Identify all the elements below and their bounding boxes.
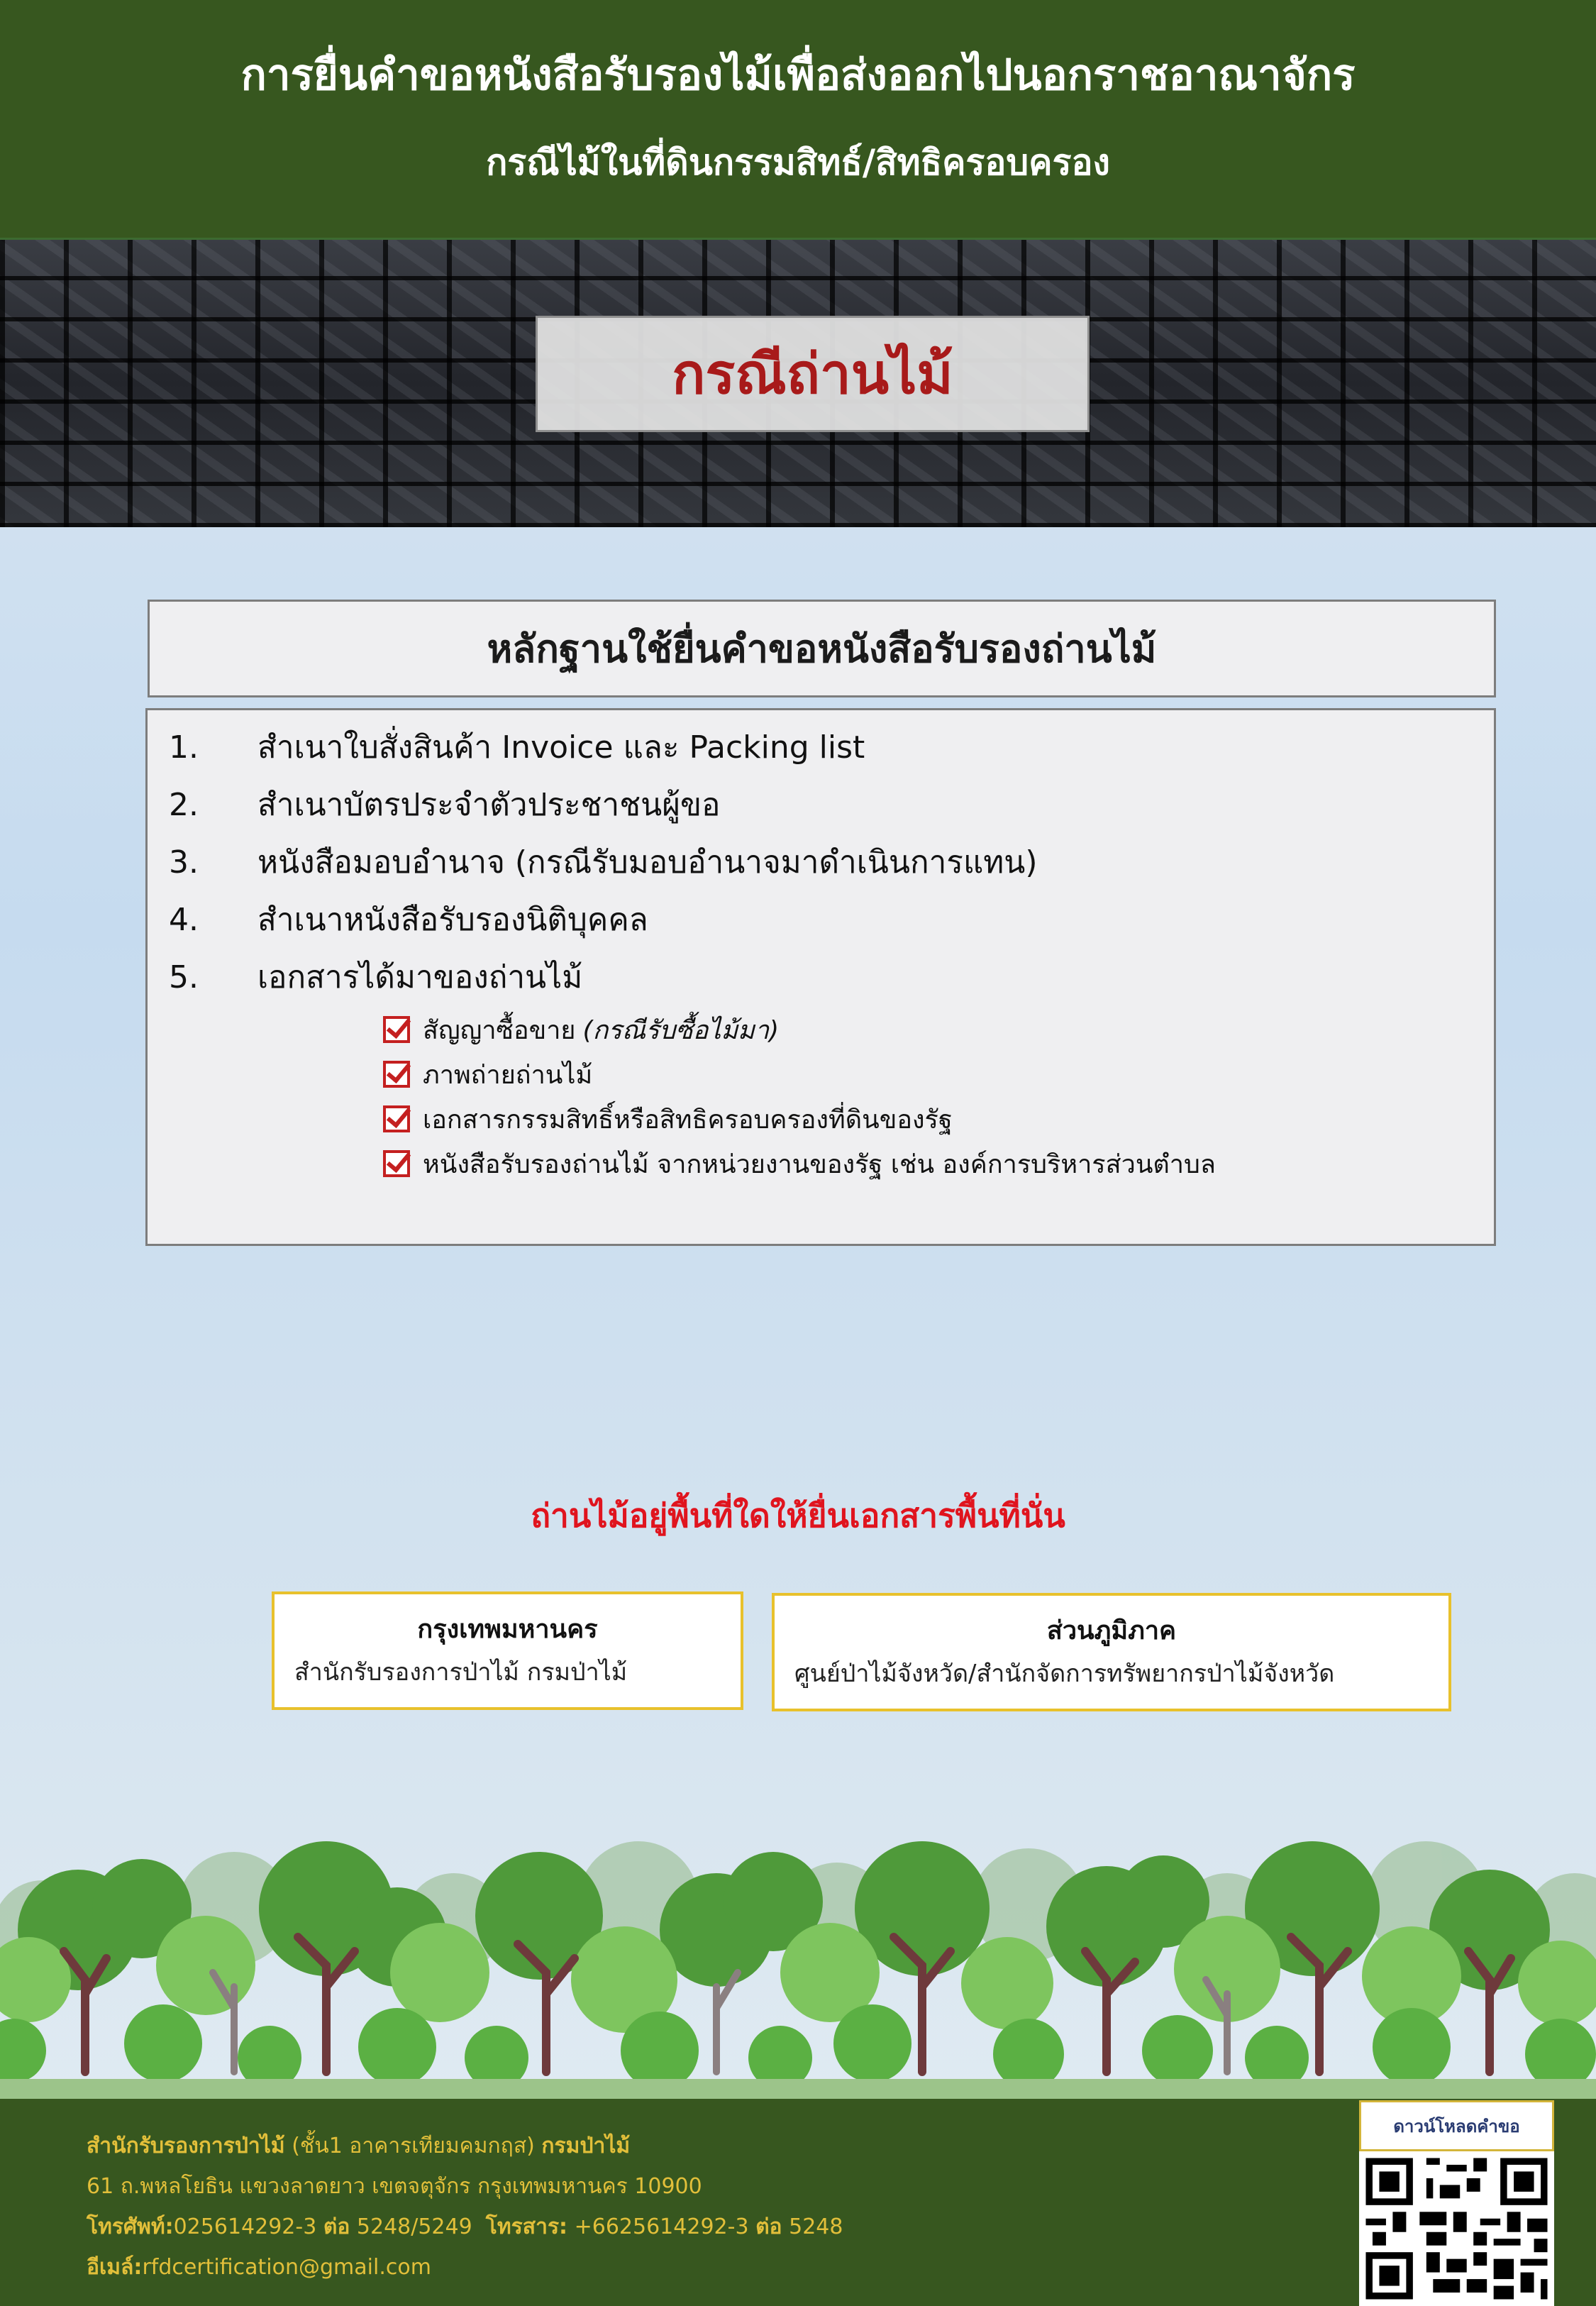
page-title: การยื่นคำขอหนังสือรับรองไม้เพื่อส่งออกไปนอกราชอาณาจักร	[240, 50, 1356, 100]
list-item	[169, 837, 1038, 887]
fax-ext-label: ต่อ	[755, 2214, 782, 2239]
phone-label: โทรศัพท์:	[87, 2214, 174, 2239]
region-box-provincial	[772, 1593, 1451, 1711]
list-item	[169, 895, 648, 944]
item-text: สำเนาบัตรประจำตัวประชาชนผู้ขอ	[257, 787, 721, 823]
region-title: ส่วนภูมิภาค	[1046, 1616, 1177, 1645]
phone-ext: 5248/5249	[356, 2214, 472, 2239]
footer-address: 61 ถ.พหลโยธิน แขวงลาดยาว เขตจตุจักร กรุงเทพมหานคร 10900	[87, 2174, 702, 2199]
footer-org-building: (ชั้น1 อาคารเทียมคมกฤส)	[292, 2134, 535, 2158]
list-item	[169, 780, 720, 829]
checkbox-checked-icon	[383, 1016, 410, 1043]
sub-item	[383, 1098, 953, 1140]
evidence-title: หลักฐานใช้ยื่นคำขอหนังสือรับรองถ่านไม้	[148, 600, 1496, 697]
item-number: 3.	[169, 844, 199, 881]
region-title: กรุงเทพมหานคร	[417, 1615, 598, 1644]
item-number: 5.	[169, 959, 199, 995]
email-label: อีเมล์:	[87, 2255, 143, 2280]
notice-text: ถ่านไม้อยู่พื้นที่ใดให้ยื่นเอกสารพื้นที่นั่น	[531, 1496, 1065, 1535]
email-address: rfdcertification@gmail.com	[142, 2255, 431, 2280]
sub-item-text: ภาพถ่ายถ่านไม้	[423, 1060, 593, 1090]
evidence-list	[145, 708, 1496, 1246]
checkbox-checked-icon	[383, 1061, 410, 1088]
fax-label: โทรสาร:	[485, 2214, 568, 2239]
checkbox-checked-icon	[383, 1150, 410, 1177]
phone-number: 025614292-3	[173, 2214, 317, 2239]
region-description: ศูนย์ป่าไม้จังหวัด/สำนักจัดการทรัพยากรป่าไม้จังหวัด	[794, 1660, 1335, 1688]
item-text: สำเนาหนังสือรับรองนิติบุคคล	[257, 902, 648, 938]
page-subtitle: กรณีไม้ในที่ดินกรรมสิทธ์/สิทธิครอบครอง	[486, 142, 1110, 183]
footer-org	[87, 2129, 630, 2163]
tree-illustration	[0, 1816, 1596, 2100]
footer-org-name: สำนักรับรองการป่าไม้	[87, 2134, 285, 2158]
footer-org-dept: กรมป่าไม้	[541, 2134, 631, 2158]
item-text: สำเนาใบสั่งสินค้า Invoice และ Packing list	[257, 729, 865, 766]
sub-item	[383, 1054, 592, 1095]
fax-ext: 5248	[789, 2214, 843, 2239]
sub-item	[383, 1009, 779, 1050]
footer-email-line	[87, 2251, 431, 2284]
qr-code-icon[interactable]	[1359, 2151, 1554, 2306]
item-number: 4.	[169, 901, 199, 938]
page-header	[0, 0, 1596, 238]
item-text: เอกสารได้มาของถ่านไม้	[257, 959, 583, 995]
item-number: 1.	[169, 729, 199, 766]
list-item	[169, 952, 582, 1002]
sub-item-text: สัญญาซื้อขาย	[423, 1015, 576, 1045]
sub-item-text: เอกสารกรรมสิทธิ์หรือสิทธิครอบครองที่ดินของรัฐ	[423, 1105, 953, 1135]
case-label: กรณีถ่านไม้	[536, 316, 1090, 432]
sub-item	[383, 1143, 1216, 1184]
list-item	[169, 722, 865, 772]
footer-phone-line	[87, 2210, 843, 2244]
region-description: สำนักรับรองการป่าไม้ กรมป่าไม้	[294, 1658, 628, 1687]
footer	[0, 2099, 1596, 2306]
checkbox-checked-icon	[383, 1105, 410, 1132]
qr-download-label: ดาวน์โหลดคำขอ	[1359, 2100, 1554, 2151]
phone-ext-label: ต่อ	[323, 2214, 350, 2239]
sub-item-text: หนังสือรับรองถ่านไม้ จากหน่วยงานของรัฐ เช่น องค์การบริหารส่วนตำบล	[423, 1149, 1216, 1179]
item-number: 2.	[169, 786, 199, 823]
region-box-bangkok	[272, 1591, 743, 1710]
item-text: หนังสือมอบอำนาจ (กรณีรับมอบอำนาจมาดำเนินการแทน)	[257, 844, 1038, 881]
sub-item-note: (กรณีรับซื้อไม้มา)	[582, 1015, 780, 1045]
fax-number: +6625614292-3	[574, 2214, 749, 2239]
